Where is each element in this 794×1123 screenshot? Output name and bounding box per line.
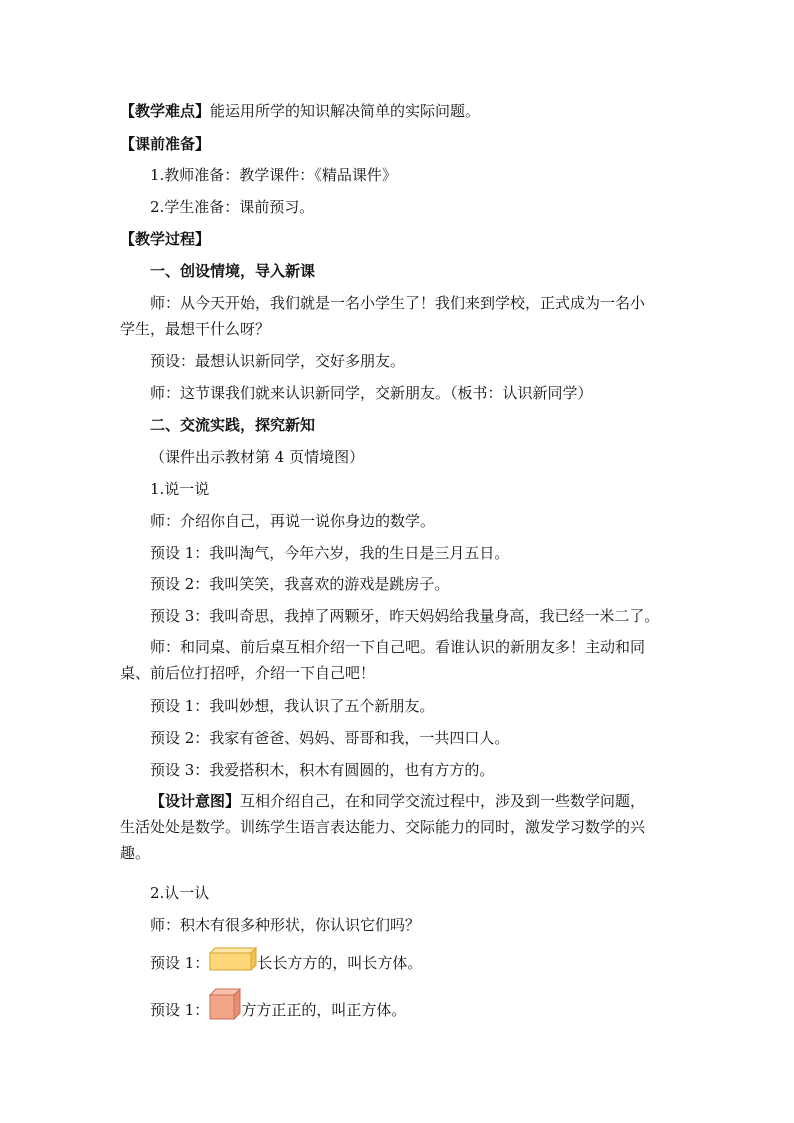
preset-3-qisi: 预设 3：我叫奇思，我掉了两颗牙，昨天妈妈给我量身高，我已经一米二了。	[150, 607, 660, 625]
preset-1-taoqi: 预设 1：我叫淘气，今年六岁，我的生日是三月五日。	[150, 544, 510, 562]
preset-cube-label: 预设 1：	[150, 1001, 210, 1019]
teacher-dialog-2: 师：这节课我们就来认识新同学，交新朋友。（板书：认识新同学）	[150, 384, 593, 402]
subsection-recognize: 2.认一认	[150, 884, 210, 902]
student-preparation: 2.学生准备：课前预习。	[150, 198, 315, 216]
preset-cuboid-line	[150, 953, 710, 973]
cube-block-icon	[209, 988, 241, 1020]
design-intent-text-1: 互相介绍自己，在和同学交流过程中，涉及到一些数学问题，	[240, 792, 646, 810]
preparation-heading: 【课前准备】	[120, 135, 211, 153]
design-intent-heading: 【设计意图】	[150, 792, 241, 810]
preset-1-miaoxiang: 预设 1：我叫妙想，我认识了五个新朋友。	[150, 697, 435, 715]
preset-cuboid-text: 长长方方的，叫长方体。	[257, 954, 423, 972]
teaching-difficulty-heading: 【教学难点】	[120, 102, 211, 120]
cuboid-block-icon	[209, 947, 257, 971]
preset-cube-line	[150, 1000, 710, 1020]
preset-2-xiaoxiao: 预设 2：我叫笑笑，我喜欢的游戏是跳房子。	[150, 575, 450, 593]
subsection-say: 1.说一说	[150, 480, 210, 498]
design-intent-line-1	[150, 791, 710, 811]
teaching-difficulty-line	[120, 101, 680, 121]
process-heading: 【教学过程】	[120, 230, 211, 248]
preset-2-family: 预设 2：我家有爸爸、妈妈、哥哥和我，一共四口人。	[150, 729, 510, 747]
teacher-dialog-3: 师：介绍你自己，再说一说你身边的数学。	[150, 512, 436, 530]
preset-3-blocks: 预设 3：我爱搭积木，积木有圆圆的，也有方方的。	[150, 761, 495, 779]
teaching-difficulty-text: 能运用所学的知识解决简单的实际问题。	[210, 102, 481, 120]
preset-cuboid-label: 预设 1：	[150, 954, 210, 972]
section-two-heading: 二、交流实践，探究新知	[150, 416, 316, 434]
teacher-dialog-5: 师：积木有很多种形状，你认识它们吗？	[150, 916, 421, 934]
teacher-preparation: 1.教师准备：教学课件：《精品课件》	[150, 166, 397, 184]
preset-answer-1: 预设：最想认识新同学，交好多朋友。	[150, 352, 406, 370]
teacher-dialog-1b: 学生，最想干什么呀？	[120, 320, 271, 338]
preset-cube-text: 方方正正的，叫正方体。	[241, 1001, 407, 1019]
teacher-dialog-1a: 师：从今天开始，我们就是一名小学生了！我们来到学校，正式成为一名小	[150, 294, 646, 312]
section-one-heading: 一、创设情境，导入新课	[150, 262, 316, 280]
courseware-note: （课件出示教材第 4 页情境图）	[150, 448, 365, 466]
teacher-dialog-4b: 桌、前后位打招呼，介绍一下自己吧！	[120, 664, 376, 682]
design-intent-line-2: 生活处处是数学。训练学生语言表达能力、交际能力的同时，激发学习数学的兴	[120, 818, 646, 836]
teacher-dialog-4a: 师：和同桌、前后桌互相介绍一下自己吧。看谁认识的新朋友多！主动和同	[150, 638, 646, 656]
design-intent-line-3: 趣。	[120, 844, 151, 862]
